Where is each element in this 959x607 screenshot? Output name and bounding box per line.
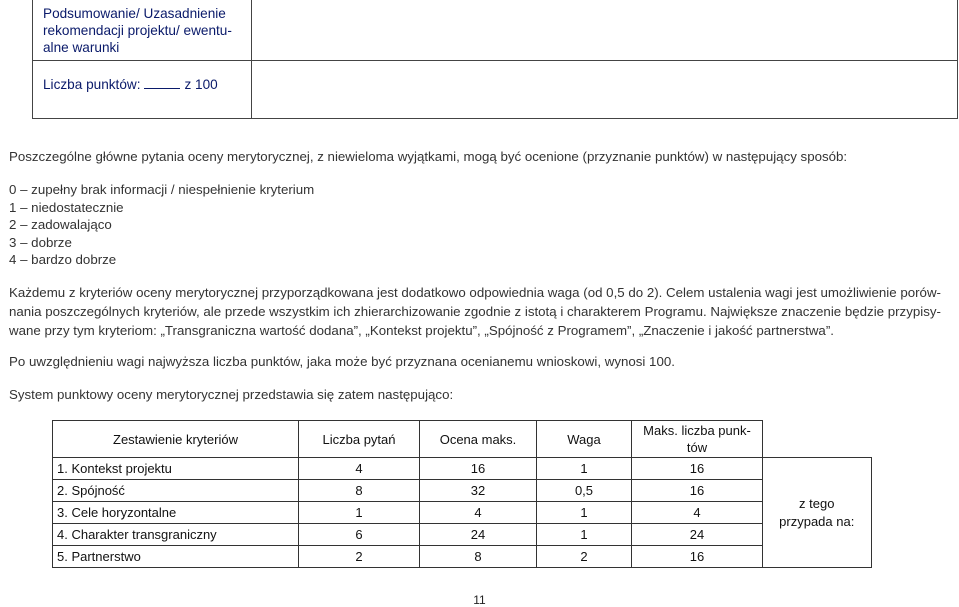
summary-title xyxy=(43,5,243,56)
weight: 2 xyxy=(537,546,632,568)
header-max-points xyxy=(632,421,763,458)
summary-divider xyxy=(32,60,957,61)
max-points: 16 xyxy=(632,480,763,502)
points-blank xyxy=(144,77,180,89)
summary-table xyxy=(32,0,959,122)
max-score: 16 xyxy=(420,458,537,480)
questions-count: 8 xyxy=(299,480,420,502)
table-row xyxy=(53,524,872,546)
scale-item: 1 – niedostatecznie xyxy=(9,200,124,215)
questions-count: 1 xyxy=(299,502,420,524)
table-row xyxy=(53,480,872,502)
header-max-points-line: tów xyxy=(686,440,708,455)
side-label-line: przypada na: xyxy=(779,513,855,529)
scale-item: 4 – bardzo dobrze xyxy=(9,252,117,267)
summary-title-line: Podsumowanie/ Uzasadnienie xyxy=(43,6,226,21)
scale-item: 0 – zupełny brak informacji / niespełnienie kryterium xyxy=(9,182,315,197)
page-number: 11 xyxy=(473,593,486,607)
header-empty xyxy=(763,421,872,458)
table-header-row xyxy=(53,421,872,458)
points-line xyxy=(43,77,218,92)
max-points: 16 xyxy=(632,458,763,480)
header-criteria: Zestawienie kryteriów xyxy=(53,421,299,458)
points-table xyxy=(52,420,872,568)
points-label: Liczba punktów: xyxy=(43,77,141,92)
criteria-name: 1. Kontekst projektu xyxy=(53,458,299,480)
max-points: 24 xyxy=(632,524,763,546)
weight: 1 xyxy=(537,524,632,546)
header-max-points-line: Maks. liczba punk- xyxy=(643,423,751,438)
side-label-line: z tego xyxy=(799,495,835,511)
header-questions: Liczba pytań xyxy=(299,421,420,458)
summary-title-line: alne warunki xyxy=(43,40,120,55)
weights-paragraph xyxy=(9,283,941,340)
questions-count: 4 xyxy=(299,458,420,480)
paragraph-line: Każdemu z kryteriów oceny merytorycznej przyporządkowana jest dodatkowo odpowiednia waga (od 0,5 do 2). Celem ustalenia wagi jest umożliwienie porów- xyxy=(9,285,941,300)
weight: 1 xyxy=(537,502,632,524)
header-weight: Waga xyxy=(537,421,632,458)
criteria-name: 3. Cele horyzontalne xyxy=(53,502,299,524)
summary-title-line: rekomendacji projektu/ ewentu- xyxy=(43,23,232,38)
paragraph-line: wane przy tym kryteriom: „Transgraniczna wartość dodana”, „Kontekst projektu”, „Spójność z Programem”, „Znaczenie i jakość partnerstwa”. xyxy=(9,323,834,338)
intro-text: Poszczególne główne pytania oceny merytorycznej, z niewieloma wyjątkami, mogą być ocenione (przyznanie punktów) w następujący sposób: xyxy=(9,149,848,164)
max-score: 4 xyxy=(420,502,537,524)
questions-count: 2 xyxy=(299,546,420,568)
system-sentence: System punktowy oceny merytorycznej przedstawia się zatem następująco: xyxy=(9,387,454,402)
max-score: 32 xyxy=(420,480,537,502)
max-points-sentence: Po uwzględnieniu wagi najwyższa liczba punktów, jaka może być przyznana ocenianemu wnioskowi, wynosi 100. xyxy=(9,354,675,369)
scale-item: 3 – dobrze xyxy=(9,235,72,250)
table-row xyxy=(53,502,872,524)
table-row xyxy=(53,458,872,480)
max-score: 24 xyxy=(420,524,537,546)
scale-item: 2 – zadowalająco xyxy=(9,217,112,232)
weight: 1 xyxy=(537,458,632,480)
paragraph-line: nania poszczególnych kryteriów, ale przede wszystkim ich zhierarchizowanie zgodnie z istotą i charakterem Programu. Największe znaczenie będzie przypisy- xyxy=(9,304,941,319)
side-label-cell xyxy=(763,458,872,568)
criteria-name: 2. Spójność xyxy=(53,480,299,502)
criteria-name: 4. Charakter transgraniczny xyxy=(53,524,299,546)
max-points: 16 xyxy=(632,546,763,568)
table-row xyxy=(53,546,872,568)
points-suffix: z 100 xyxy=(184,77,218,92)
criteria-name: 5. Partnerstwo xyxy=(53,546,299,568)
max-score: 8 xyxy=(420,546,537,568)
questions-count: 6 xyxy=(299,524,420,546)
header-max-score: Ocena maks. xyxy=(420,421,537,458)
max-points: 4 xyxy=(632,502,763,524)
weight: 0,5 xyxy=(537,480,632,502)
